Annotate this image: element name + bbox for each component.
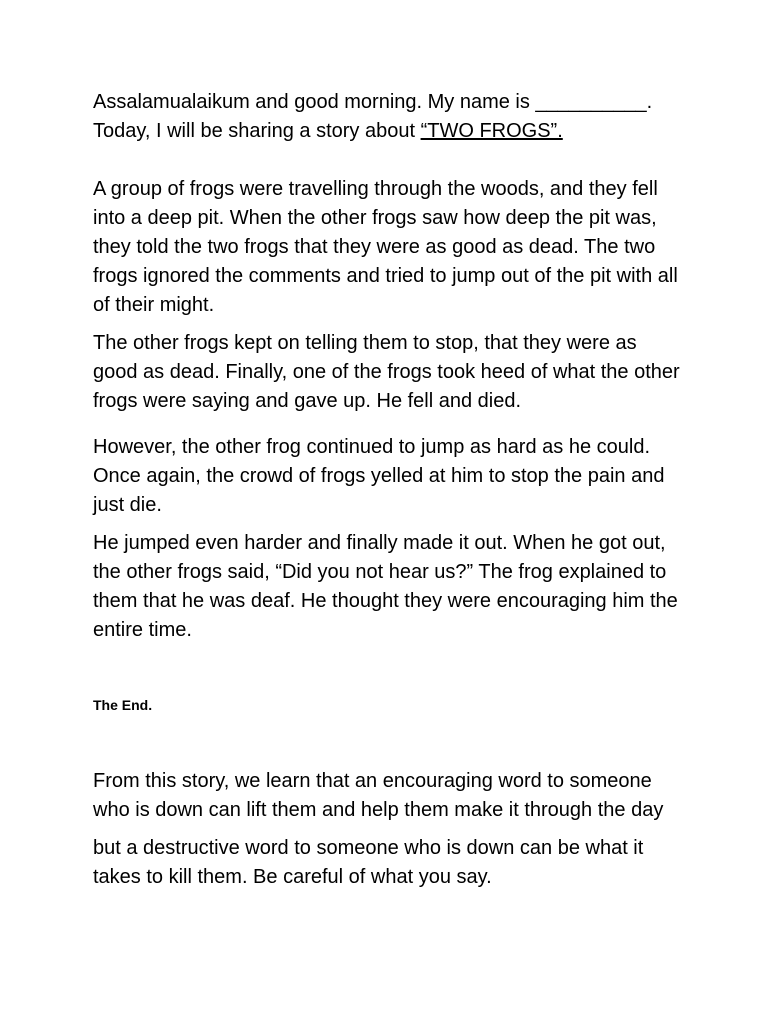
topic-line [93, 117, 683, 146]
greeting-line: Assalamualaikum and good morning. My name is __________. [93, 91, 653, 113]
story-paragraph-1: A group of frogs were travelling through the woods, and they fell into a deep pit. When the other frogs saw how deep the pit was, they told the two frogs that they were as good as dead. The two frogs ignored the comments and tried to jump out of the pit with all of their might. [93, 178, 678, 316]
story-paragraph-2: The other frogs kept on telling them to stop, that they were as good as dead. Finally, one of the frogs took heed of what the other frogs were saying and gave up. He fell and died. [93, 332, 680, 412]
story-paragraph-4: He jumped even harder and finally made it out. When he got out, the other frogs said, “Did you not hear us?” The frog explained to them that he was deaf. He thought they were encouraging him the entire time. [93, 532, 678, 641]
story-title: “TWO FROGS”. [420, 120, 563, 142]
moral-paragraph-1: From this story, we learn that an encouraging word to someone who is down can lift them and help them make it through the day [93, 770, 664, 821]
the-end-label: The End. [93, 697, 153, 713]
story-paragraph-3: However, the other frog continued to jump as hard as he could. Once again, the crowd of frogs yelled at him to stop the pain and just die. [93, 436, 665, 516]
intro-block [93, 88, 683, 146]
moral-paragraph-2: but a destructive word to someone who is down can be what it takes to kill them. Be careful of what you say. [93, 837, 644, 888]
document-page [93, 88, 683, 892]
topic-prefix: Today, I will be sharing a story about [93, 120, 421, 142]
